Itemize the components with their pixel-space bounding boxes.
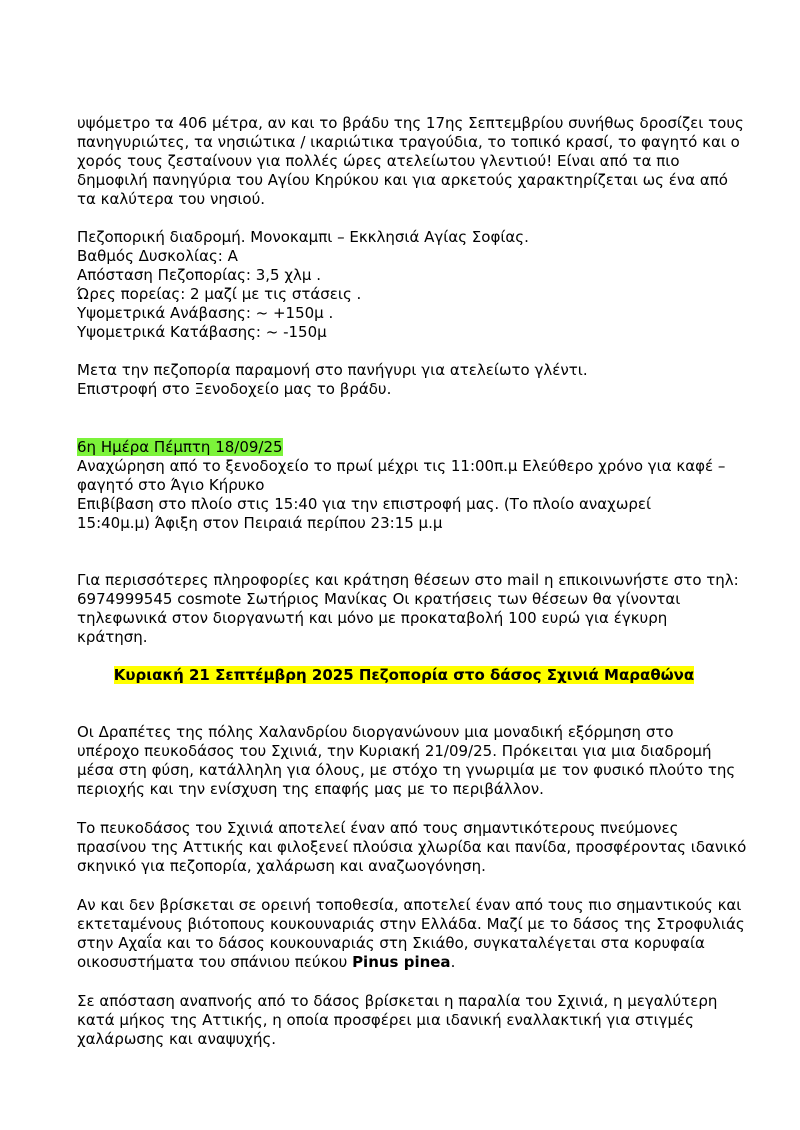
text-line: χορός τους ζεσταίνουν για πολλές ώρες ατελείωτου γλεντιού! Είναι από τα πιο xyxy=(77,152,680,170)
text-line: Το πευκοδάσος του Σχινιά αποτελεί έναν από τους σημαντικότερους πνεύμονες xyxy=(77,819,679,837)
contact-paragraph xyxy=(77,571,737,647)
text-line: Επιβίβαση στο πλοίο στις 15:40 για την επιστροφή μας. (Το πλοίο αναχωρεί xyxy=(77,495,652,513)
text-line: πανηγυριώτες, τα νησιώτικα / ικαριώτικα τραγούδια, το τοπικό κρασί, το φαγητό και ο xyxy=(77,133,740,151)
text-line: σκηνικό για πεζοπορία, χαλάρωση και αναζωογόνηση. xyxy=(77,857,486,875)
hike-duration: Ώρες πορείας: 2 μαζί με τις στάσεις . xyxy=(77,285,362,303)
hike-details xyxy=(77,228,737,342)
text-line: δημοφιλή πανηγύρια του Αγίου Κηρύκου και για αρκετούς χαρακτηρίζεται ως ένα από xyxy=(77,171,728,189)
text-fragment: οικοσυστήματα του σπάνιου πεύκου xyxy=(77,953,353,971)
text-line: Οι Δραπέτες της πόλης Χαλανδρίου διοργανώνουν μια μοναδική εξόρμηση στο xyxy=(77,723,674,741)
text-line: Επιστροφή στο Ξενοδοχείο μας το βράδυ. xyxy=(77,380,392,398)
text-line: πρασίνου της Αττικής και φιλοξενεί πλούσια χλωρίδα και πανίδα, προσφέροντας ιδανικό xyxy=(77,838,747,856)
hike-distance: Απόσταση Πεζοπορίας: 3,5 χλμ . xyxy=(77,266,321,284)
hike-difficulty: Βαθμός Δυσκολίας: Α xyxy=(77,247,238,265)
text-line: τα καλύτερα του νησιού. xyxy=(77,190,266,208)
text-line: 6974999545 cosmote Σωτήριος Μανίκας Οι κρατήσεις των θέσεων θα γίνονται xyxy=(77,590,681,608)
text-fragment: . xyxy=(450,953,456,971)
species-name: Pinus pinea xyxy=(352,953,451,971)
text-line: 15:40μ.μ) Άφιξη στον Πειραιά περίπου 23:15 μ.μ xyxy=(77,514,443,532)
day6-section xyxy=(77,438,737,533)
event-paragraph-2 xyxy=(77,819,747,876)
text-line: Μετα την πεζοπορία παραμονή στο πανήγυρι για ατελείωτο γλέντι. xyxy=(77,361,588,379)
event-paragraph-4 xyxy=(77,992,737,1049)
text-line: Σε απόσταση αναπνοής από το δάσος βρίσκεται η παραλία του Σχινιά, η μεγαλύτερη xyxy=(77,992,718,1010)
text-line: φαγητό στο Άγιο Κήρυκο xyxy=(77,476,265,494)
text-line: μέσα στη φύση, κατάλληλη για όλους, με στόχο τη γνωριμία με τον φυσικό πλούτο της xyxy=(77,761,736,779)
hike-ascent: Υψομετρικά Ανάβασης: ~ +150μ . xyxy=(77,304,334,322)
event-paragraph-1 xyxy=(77,723,737,799)
intro-paragraph xyxy=(77,114,744,209)
text-line xyxy=(77,953,737,972)
text-line: Για περισσότερες πληροφορίες και κράτηση θέσεων στο mail η επικοινωνήστε στο τηλ: xyxy=(77,571,739,589)
text-line: χαλάρωσης και αναψυχής. xyxy=(77,1030,277,1048)
text-line: υπέροχο πευκοδάσος του Σχινιά, την Κυριακή 21/09/25. Πρόκειται για μια διαδρομή xyxy=(77,742,712,760)
document-page xyxy=(77,114,747,1049)
text-line: περιοχής και την ενίσχυση της επαφής μας με το περιβάλλον. xyxy=(77,780,544,798)
text-line: κράτηση. xyxy=(77,628,148,646)
text-line: εκτεταμένους βιότοπους κουκουναριάς στην Ελλάδα. Μαζί με το δάσος της Στροφυλιάς xyxy=(77,915,745,933)
text-line: υψόμετρο τα 406 μέτρα, αν και το βράδυ της 17ης Σεπτεμβρίου συνήθως δροσίζει τους xyxy=(77,114,744,132)
event-title: Κυριακή 21 Σεπτέμβρη 2025 Πεζοπορία στο δάσος Σχινιά Μαραθώνα xyxy=(113,666,695,684)
text-line: Αν και δεν βρίσκεται σε ορεινή τοποθεσία, αποτελεί έναν από τους πιο σημαντικούς και xyxy=(77,896,742,914)
text-line: τηλεφωνικά στον διοργανωτή και μόνο με προκαταβολή 100 ευρώ για έγκυρη xyxy=(77,609,668,627)
day6-heading: 6η Ημέρα Πέμπτη 18/09/25 xyxy=(77,438,283,456)
after-hike-paragraph xyxy=(77,361,737,399)
hike-descent: Υψομετρικά Κατάβασης: ~ -150μ xyxy=(77,323,327,341)
text-line: κατά μήκος της Αττικής, η οποία προσφέρει μια ιδανική εναλλακτική για στιγμές xyxy=(77,1011,694,1029)
text-line: στην Αχαΐα και το δάσος κουκουναριάς στη Σκιάθο, συγκαταλέγεται στα κορυφαία xyxy=(77,934,705,952)
event-paragraph-3 xyxy=(77,896,745,972)
hike-route: Πεζοπορική διαδρομή. Μονοκαμπι – Εκκλησιά Αγίας Σοφίας. xyxy=(77,228,529,246)
text-line: Αναχώρηση από το ξενοδοχείο το πρωί μέχρι τις 11:00π.μ Ελεύθερο χρόνο για καφέ – xyxy=(77,457,726,475)
